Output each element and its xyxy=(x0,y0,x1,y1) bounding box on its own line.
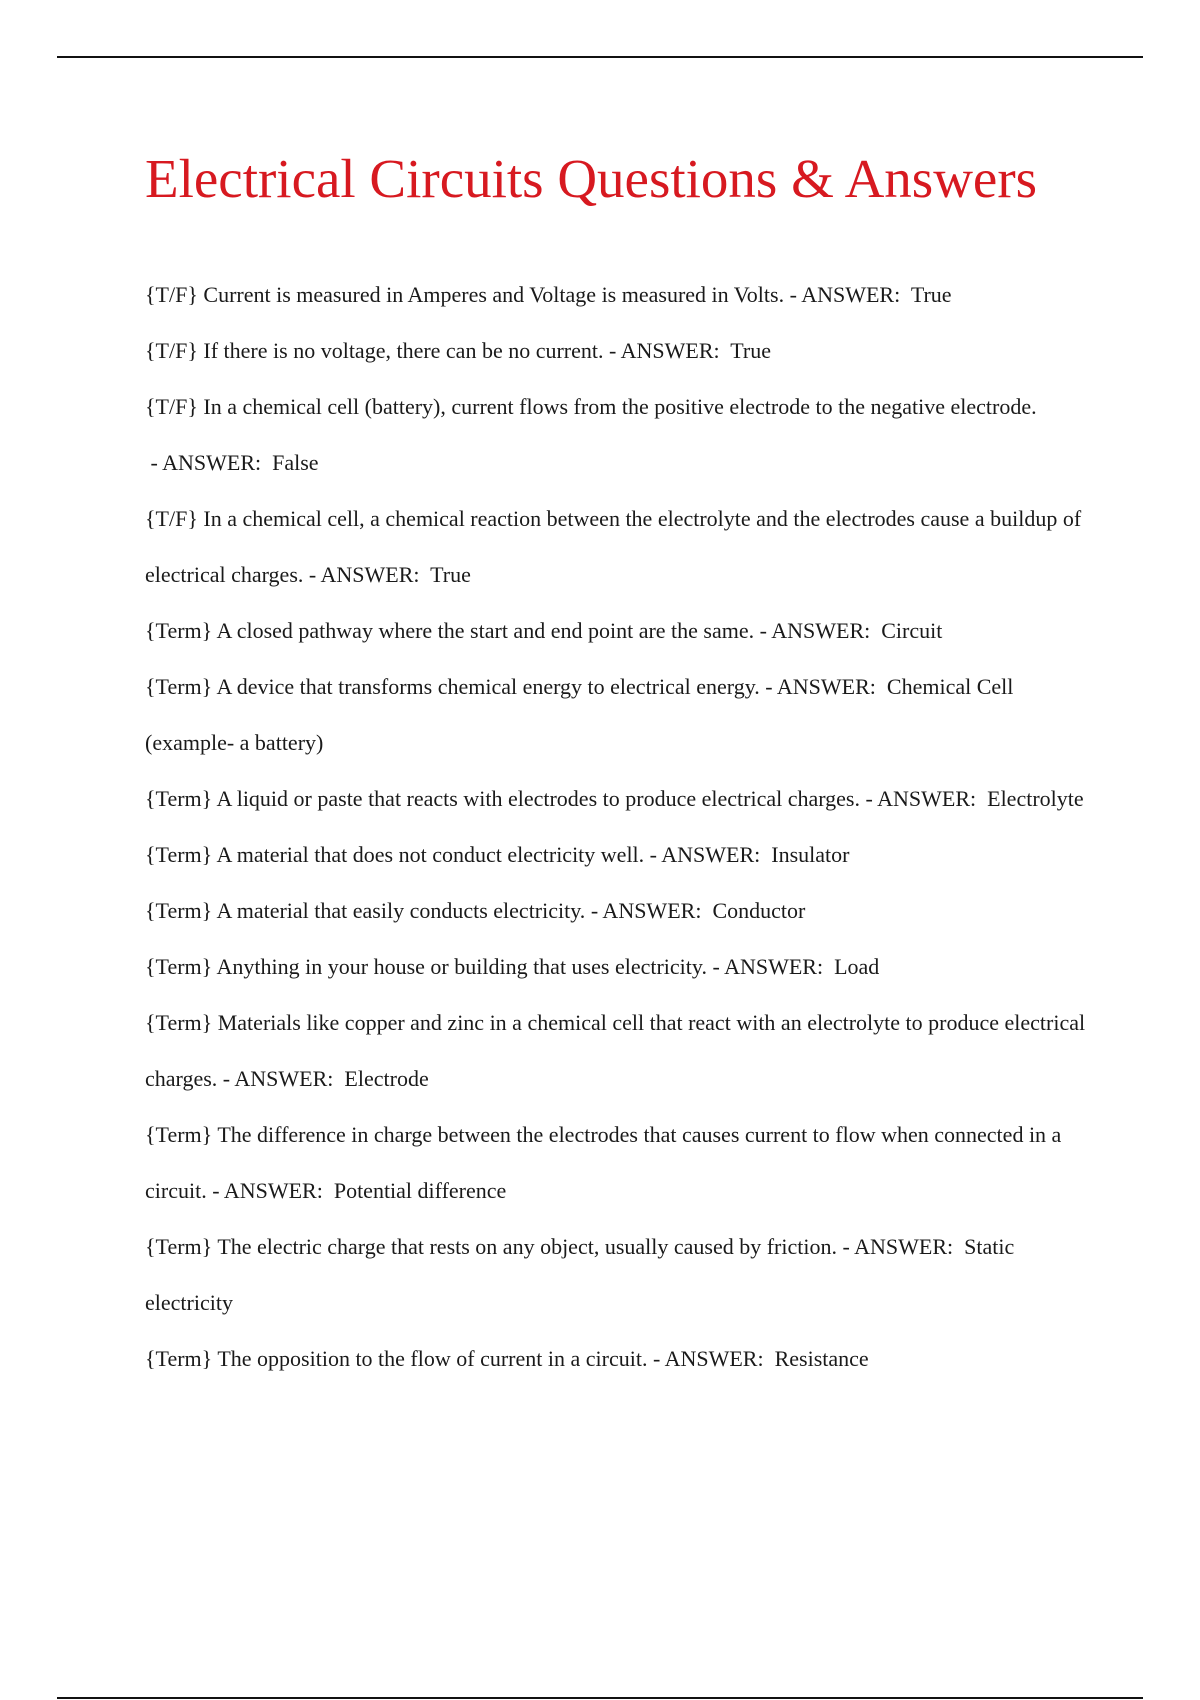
qa-item xyxy=(145,659,1095,771)
qa-answer: Conductor xyxy=(712,898,806,923)
qa-tag: {Term} xyxy=(145,786,213,811)
qa-answer-separator: - ANSWER: xyxy=(585,898,713,923)
qa-answer: Resistance xyxy=(774,1346,869,1371)
qa-answer: True xyxy=(910,282,952,307)
qa-item xyxy=(145,1219,1095,1331)
qa-answer: Potential difference xyxy=(333,1178,507,1203)
qa-answer-separator: - ANSWER: xyxy=(837,1234,965,1259)
qa-tag: {T/F} xyxy=(145,282,198,307)
qa-question: In a chemical cell (battery), current flows from the positive electrode to the negative electrode. xyxy=(203,394,1037,419)
qa-question: A closed pathway where the start and end point are the same. xyxy=(216,618,755,643)
qa-answer-separator: - ANSWER: xyxy=(647,1346,775,1371)
page-title: Electrical Circuits Questions & Answers xyxy=(145,148,1038,209)
qa-answer: False xyxy=(272,450,319,475)
qa-tag: {Term} xyxy=(145,1346,213,1371)
qa-answer-separator: - ANSWER: xyxy=(206,1178,334,1203)
qa-item xyxy=(145,827,1095,883)
qa-item xyxy=(145,379,1095,491)
qa-answer: Insulator xyxy=(771,842,850,867)
qa-question: In a chemical cell, a chemical reaction between the electrolyte and the electrodes cause a buildup of electrical charges. xyxy=(145,506,1082,587)
footer-rule xyxy=(57,1697,1143,1699)
qa-item xyxy=(145,771,1095,827)
qa-answer-separator: - ANSWER: xyxy=(784,282,911,307)
qa-answer: Static electricity xyxy=(145,1234,1015,1315)
qa-answer-separator: - ANSWER: xyxy=(754,618,882,643)
qa-item xyxy=(145,1107,1095,1219)
qa-question: The opposition to the flow of current in a circuit. xyxy=(217,1346,648,1371)
qa-answer: True xyxy=(430,562,471,587)
qa-item xyxy=(145,491,1095,603)
qa-answer-separator: - ANSWER: xyxy=(217,1066,345,1091)
qa-question: A material that easily conducts electricity. xyxy=(216,898,586,923)
qa-tag: {Term} xyxy=(145,1010,213,1035)
qa-question: Current is measured in Amperes and Voltage is measured in Volts. xyxy=(203,282,785,307)
qa-question: Materials like copper and zinc in a chemical cell that react with an electrolyte to produce electrical charges. xyxy=(145,1010,1086,1091)
qa-answer-separator: - ANSWER: xyxy=(145,450,273,475)
qa-tag: {Term} xyxy=(145,898,213,923)
header-rule xyxy=(57,56,1143,58)
qa-item xyxy=(145,1331,1095,1387)
qa-answer: Load xyxy=(834,954,880,979)
qa-question: The difference in charge between the electrodes that causes current to flow when connected in a circuit. xyxy=(145,1122,1062,1203)
qa-item xyxy=(145,995,1095,1107)
qa-question: A liquid or paste that reacts with electrodes to produce electrical charges. xyxy=(216,786,860,811)
qa-tag: {Term} xyxy=(145,842,213,867)
qa-question: A material that does not conduct electricity well. xyxy=(216,842,645,867)
qa-question: A device that transforms chemical energy to electrical energy. xyxy=(216,674,760,699)
qa-tag: {T/F} xyxy=(145,506,198,531)
qa-tag: {Term} xyxy=(145,1122,213,1147)
qa-answer: Electrolyte xyxy=(987,786,1084,811)
qa-tag: {Term} xyxy=(145,618,213,643)
qa-item xyxy=(145,939,1095,995)
qa-question: The electric charge that rests on any object, usually caused by friction. xyxy=(217,1234,837,1259)
qa-answer-separator: - ANSWER: xyxy=(759,674,887,699)
qa-answer-separator: - ANSWER: xyxy=(860,786,988,811)
qa-answer: Chemical Cell (example- a battery) xyxy=(145,674,1014,755)
qa-question: Anything in your house or building that uses electricity. xyxy=(216,954,707,979)
qa-tag: {Term} xyxy=(145,1234,213,1259)
qa-item xyxy=(145,323,1095,379)
qa-answer: Circuit xyxy=(881,618,943,643)
qa-answer: Electrode xyxy=(344,1066,429,1091)
qa-item xyxy=(145,883,1095,939)
qa-answer: True xyxy=(730,338,771,363)
qa-tag: {Term} xyxy=(145,954,213,979)
qa-item xyxy=(145,267,1095,323)
qa-list xyxy=(145,267,1095,1387)
qa-answer-separator: - ANSWER: xyxy=(644,842,772,867)
qa-answer-separator: - ANSWER: xyxy=(603,338,731,363)
qa-item xyxy=(145,603,1095,659)
qa-answer-separator: - ANSWER: xyxy=(303,562,431,587)
qa-tag: {T/F} xyxy=(145,394,198,419)
qa-tag: {T/F} xyxy=(145,338,198,363)
qa-question: If there is no voltage, there can be no current. xyxy=(203,338,604,363)
qa-tag: {Term} xyxy=(145,674,213,699)
qa-answer-separator: - ANSWER: xyxy=(706,954,835,979)
